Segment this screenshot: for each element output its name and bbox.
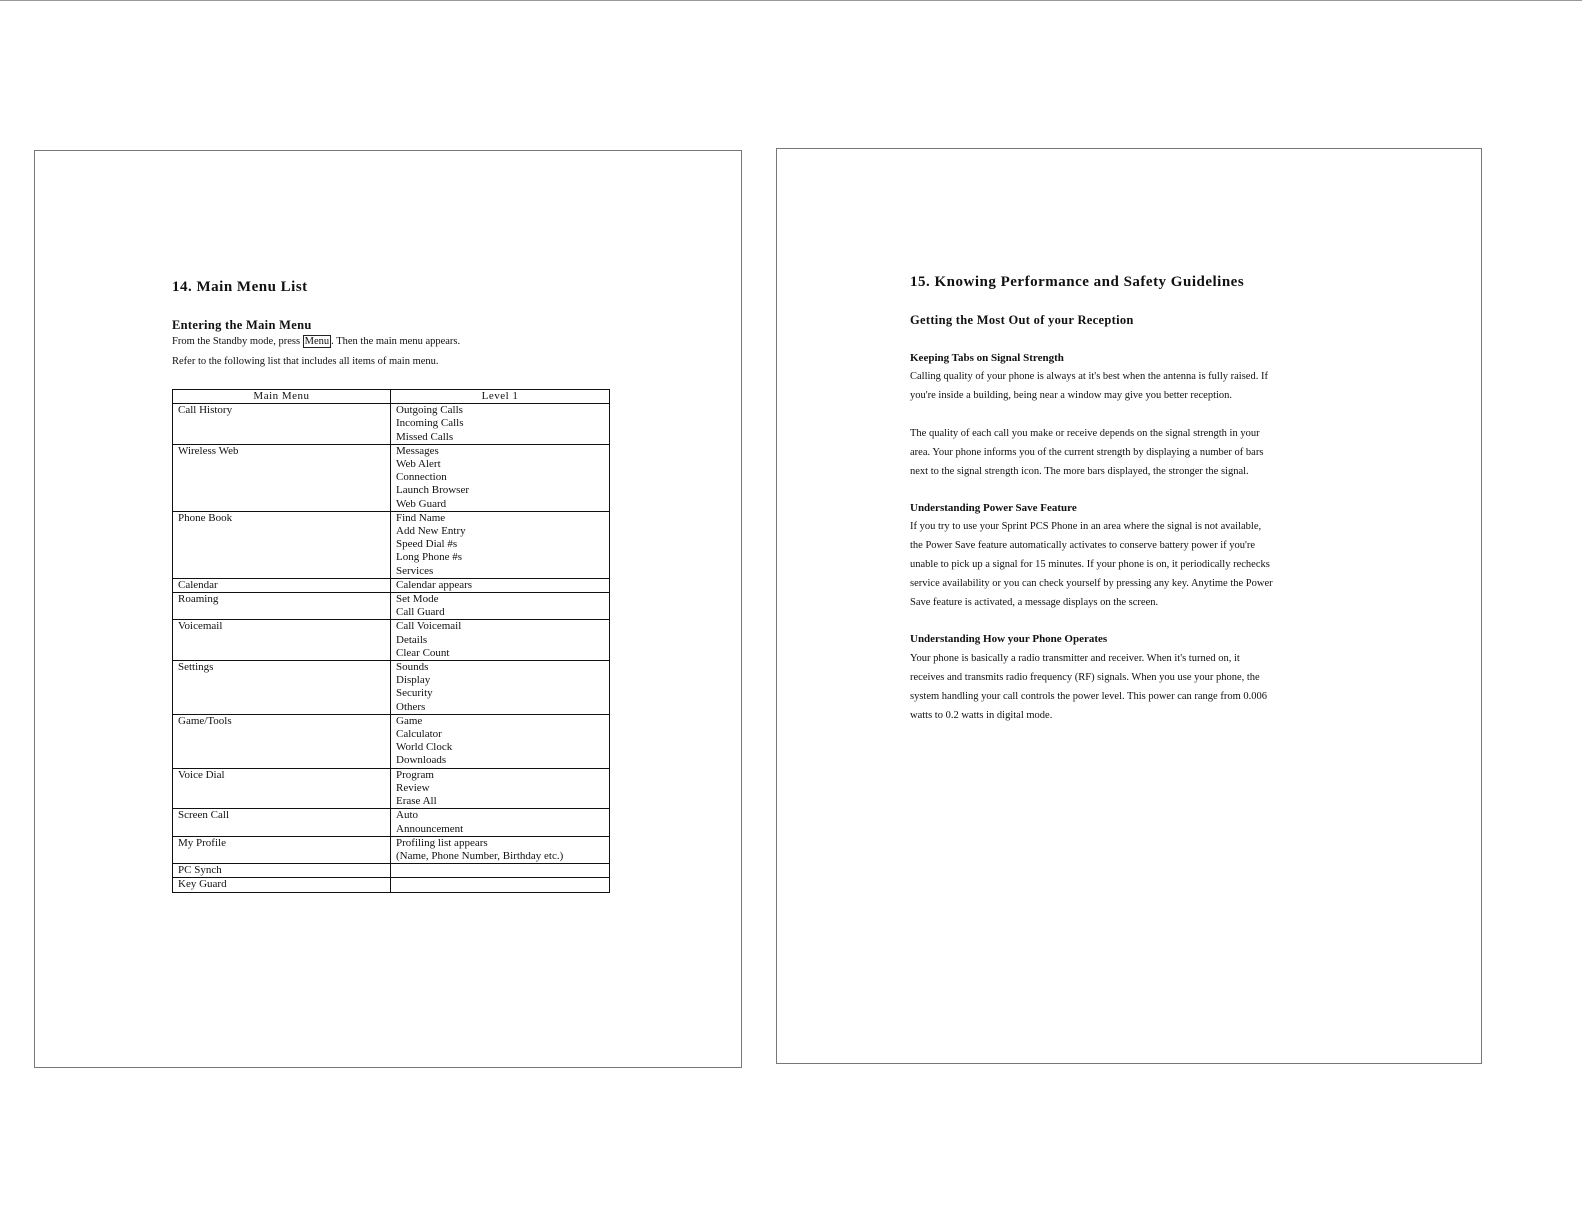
paragraph-line: receives and transmits radio frequency (RF) signals. When you use your phone, the bbox=[910, 672, 1260, 683]
level-1-item: Announcement bbox=[396, 822, 464, 835]
table-row bbox=[173, 578, 610, 592]
level-1-item: Add New Entry bbox=[396, 525, 466, 538]
paragraph-line: area. Your phone informs you of the current strength by displaying a number of bars bbox=[910, 447, 1264, 458]
paragraph-call-quality bbox=[910, 424, 1263, 481]
level-1-item: Clear Count bbox=[396, 646, 450, 659]
intro-line-2: Refer to the following list that includes all items of main menu. bbox=[172, 356, 439, 367]
table-row bbox=[173, 444, 610, 511]
level-1-cell bbox=[391, 593, 610, 620]
level-1-item: Downloads bbox=[396, 754, 447, 767]
level-1-item: Messages bbox=[396, 444, 439, 457]
paragraph-line: The quality of each call you make or receive depends on the signal strength in your bbox=[910, 428, 1260, 439]
level-1-cell bbox=[391, 714, 610, 768]
subheading-reception: Getting the Most Out of your Reception bbox=[910, 313, 1134, 327]
level-1-cell bbox=[391, 864, 610, 878]
level-1-item: Long Phone #s bbox=[396, 551, 462, 564]
heading-signal-strength: Keeping Tabs on Signal Strength bbox=[910, 352, 1064, 364]
main-menu-cell: Voice Dial bbox=[173, 768, 391, 809]
section-title-15: 15. Knowing Performance and Safety Guidelines bbox=[910, 274, 1245, 290]
main-menu-cell: Roaming bbox=[173, 593, 391, 620]
paragraph-line: Save feature is activated, a message displays on the screen. bbox=[910, 597, 1159, 608]
paragraph-line: If you try to use your Sprint PCS Phone in an area where the signal is not available, bbox=[910, 521, 1262, 532]
level-1-item: Erase All bbox=[396, 795, 437, 808]
main-menu-cell: Phone Book bbox=[173, 511, 391, 578]
level-1-item: Display bbox=[396, 674, 431, 687]
level-1-cell bbox=[391, 511, 610, 578]
level-1-item: Auto bbox=[396, 809, 418, 822]
table-row bbox=[173, 511, 610, 578]
level-1-cell bbox=[391, 404, 610, 445]
main-menu-cell: Screen Call bbox=[173, 809, 391, 836]
paragraph-power-save bbox=[910, 517, 1273, 612]
level-1-item: Call Voicemail bbox=[396, 620, 462, 633]
table-row bbox=[173, 714, 610, 768]
paragraph-line: the Power Save feature automatically activates to conserve battery power if you're bbox=[910, 540, 1256, 551]
paragraph-line: Calling quality of your phone is always at it's best when the antenna is fully raised. If bbox=[910, 371, 1268, 382]
paragraph-line: watts to 0.2 watts in digital mode. bbox=[910, 710, 1053, 721]
section-title-14: 14. Main Menu List bbox=[172, 279, 308, 295]
table-row bbox=[173, 593, 610, 620]
header-main-menu: Main Menu bbox=[173, 390, 391, 404]
level-1-item: Launch Browser bbox=[396, 484, 470, 497]
paragraph-line: you're inside a building, being near a window may give you better reception. bbox=[910, 390, 1233, 401]
main-menu-cell: Calendar bbox=[173, 578, 391, 592]
level-1-item: Speed Dial #s bbox=[396, 538, 458, 551]
level-1-cell bbox=[391, 836, 610, 863]
table-header-row bbox=[173, 390, 610, 404]
main-menu-cell: Key Guard bbox=[173, 878, 391, 892]
level-1-item: Security bbox=[396, 687, 433, 700]
intro-line-1 bbox=[172, 336, 460, 347]
level-1-item: (Name, Phone Number, Birthday etc.) bbox=[396, 849, 564, 862]
paragraph-line: system handling your call controls the power level. This power can range from 0.006 bbox=[910, 691, 1268, 702]
level-1-item: World Clock bbox=[396, 741, 453, 754]
intro-suffix: . Then the main menu appears. bbox=[331, 336, 461, 347]
left-page bbox=[34, 150, 742, 1068]
table-row bbox=[173, 404, 610, 445]
level-1-item: Connection bbox=[396, 471, 447, 484]
table-row bbox=[173, 661, 610, 715]
subheading-entering-main-menu: Entering the Main Menu bbox=[172, 318, 312, 332]
level-1-item: Set Mode bbox=[396, 593, 439, 606]
level-1-item: Web Alert bbox=[396, 458, 441, 471]
paragraph-phone-operates bbox=[910, 649, 1267, 725]
paragraph-line: next to the signal strength icon. The more bars displayed, the stronger the signal. bbox=[910, 466, 1249, 477]
heading-power-save: Understanding Power Save Feature bbox=[910, 502, 1077, 514]
level-1-item: Calendar appears bbox=[396, 578, 473, 591]
heading-phone-operates: Understanding How your Phone Operates bbox=[910, 633, 1108, 645]
main-menu-cell: Wireless Web bbox=[173, 444, 391, 511]
level-1-item: Outgoing Calls bbox=[396, 404, 463, 417]
level-1-cell bbox=[391, 578, 610, 592]
header-level-1: Level 1 bbox=[391, 390, 610, 404]
level-1-item: Missed Calls bbox=[396, 430, 454, 443]
level-1-item: Program bbox=[396, 768, 434, 781]
level-1-cell bbox=[391, 620, 610, 661]
level-1-cell bbox=[391, 661, 610, 715]
paragraph-line: unable to pick up a signal for 15 minutes. If your phone is on, it periodically rechecks bbox=[910, 559, 1270, 570]
main-menu-cell: Settings bbox=[173, 661, 391, 715]
level-1-item: Services bbox=[396, 564, 434, 577]
table-row bbox=[173, 768, 610, 809]
main-menu-cell: Game/Tools bbox=[173, 714, 391, 768]
level-1-item: Game bbox=[396, 714, 423, 727]
level-1-item: Incoming Calls bbox=[396, 417, 464, 430]
level-1-item: Web Guard bbox=[396, 497, 447, 510]
level-1-item: Profiling list appears bbox=[396, 836, 488, 849]
level-1-cell bbox=[391, 444, 610, 511]
intro-prefix: From the Standby mode, press bbox=[172, 336, 303, 347]
level-1-item: Others bbox=[396, 700, 426, 713]
menu-key-label: Menu bbox=[304, 336, 330, 347]
main-menu-cell: Voicemail bbox=[173, 620, 391, 661]
right-page bbox=[776, 148, 1482, 1064]
level-1-cell bbox=[391, 768, 610, 809]
level-1-item: Review bbox=[396, 781, 430, 794]
main-menu-cell: Call History bbox=[173, 404, 391, 445]
level-1-item: Calculator bbox=[396, 728, 442, 741]
top-edge-rule bbox=[0, 0, 1582, 1]
level-1-item: Find Name bbox=[396, 511, 446, 524]
table-row bbox=[173, 836, 610, 863]
paragraph-signal-strength bbox=[910, 367, 1268, 405]
level-1-cell bbox=[391, 809, 610, 836]
main-menu-cell: PC Synch bbox=[173, 864, 391, 878]
table-row bbox=[173, 864, 610, 878]
main-menu-table bbox=[172, 389, 610, 893]
level-1-cell bbox=[391, 878, 610, 892]
table-row bbox=[173, 809, 610, 836]
main-menu-cell: My Profile bbox=[173, 836, 391, 863]
paragraph-line: service availability or you can check yourself by pressing any key. Anytime the Power bbox=[910, 578, 1273, 589]
paragraph-line: Your phone is basically a radio transmitter and receiver. When it's turned on, it bbox=[910, 653, 1240, 664]
level-1-item: Details bbox=[396, 633, 428, 646]
level-1-item: Call Guard bbox=[396, 606, 445, 619]
level-1-item: Sounds bbox=[396, 661, 429, 674]
table-row bbox=[173, 620, 610, 661]
table-row bbox=[173, 878, 610, 892]
table-body bbox=[173, 404, 610, 892]
